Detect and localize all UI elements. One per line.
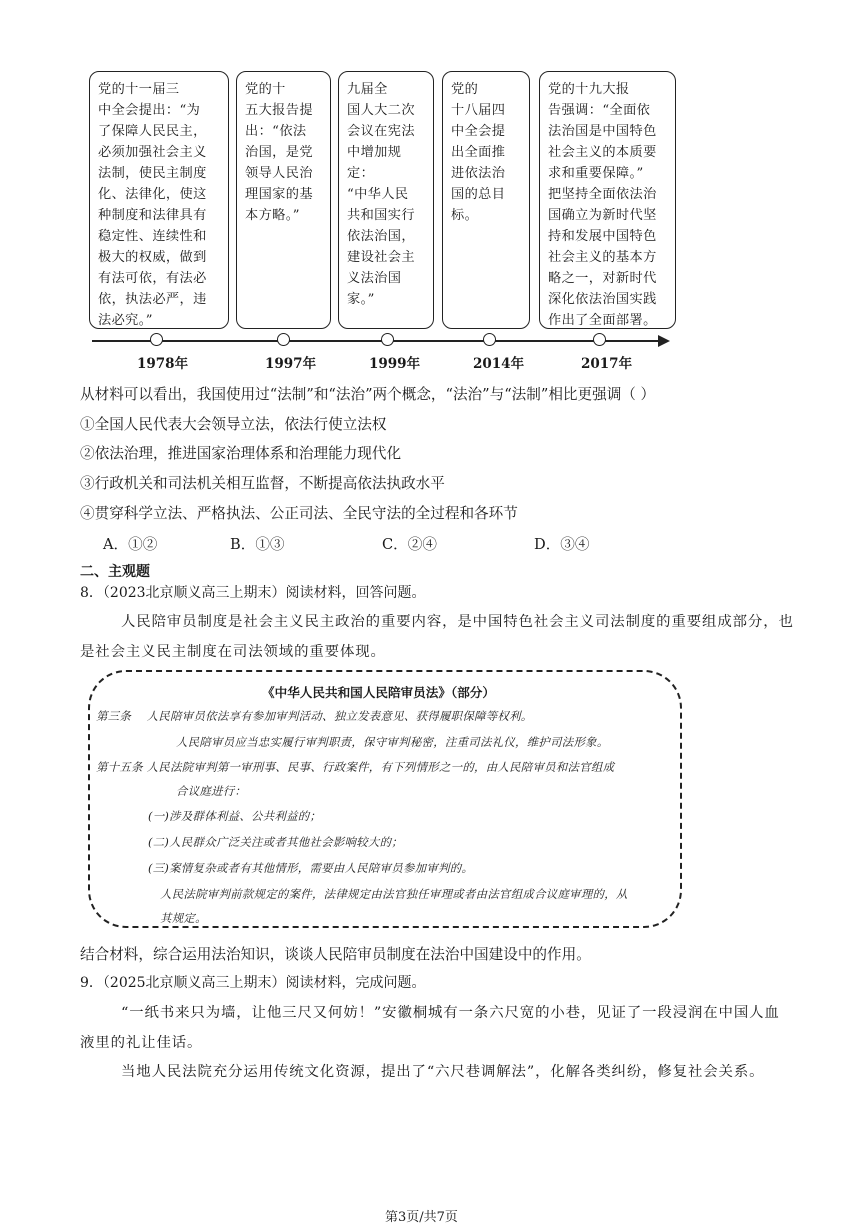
- question-9-paragraph: “一纸书来只为墙，让他三尺又何妨！”安徽桐城有一条六尺宽的小巷，见证了一段浸润在中国人血: [121, 1005, 780, 1021]
- timeline-arrow-icon: [658, 335, 670, 347]
- question-7-item: ③行政机关和司法机关相互监督，不断提高依法执政水平: [80, 475, 445, 492]
- timeline-box-1978: [89, 71, 229, 329]
- option-b: B．①③: [230, 536, 285, 553]
- timeline-year: 2017年: [581, 356, 633, 372]
- section-heading: 二、主观题: [80, 564, 150, 580]
- law-excerpt-line: 人民陪审员应当忠实履行审判职责，保守审判秘密，注重司法礼仪，维护司法形象。: [176, 735, 609, 749]
- timeline-dot: [277, 333, 290, 346]
- law-excerpt-title: 《中华人民共和国人民陪审员法》（部分）: [262, 685, 495, 700]
- option-a: A．①②: [103, 536, 158, 553]
- law-excerpt-line: (三)案情复杂或者有其他情形，需要由人民陪审员参加审判的。: [148, 861, 474, 875]
- timeline-box-text: 九届全 国人大二次 会议在宪法 中增加规定： “中华人民 共和国实行 依法治国， 建设社会主 义法治国 家。”: [347, 82, 415, 307]
- timeline-dot: [381, 333, 394, 346]
- page-number: 第3页/共7页: [385, 1210, 458, 1225]
- option-d: D．③④: [534, 536, 590, 553]
- timeline-box-text: 党的十九大报 告强调：“全面依 法治国是中国特色 社会主义的本质要 求和重要保障。” 把坚持全面依法治 国确立为新时代坚 持和发展中国特色 社会主义的基本方 略之一，对新时代 深化依法治国实践 作出了全面部署。: [548, 82, 657, 328]
- timeline-box-1999: [338, 71, 434, 329]
- question-9-paragraph: 液里的礼让佳话。: [80, 1035, 203, 1051]
- question-8-paragraph: 是社会主义民主制度在司法领域的重要体现。: [80, 644, 386, 660]
- timeline-box-2014: [442, 71, 530, 329]
- timeline-year: 1978年: [137, 356, 189, 372]
- question-7-item: ②依法治理，推进国家治理体系和治理能力现代化: [80, 445, 402, 462]
- timeline-dot: [483, 333, 496, 346]
- law-excerpt-line: 合议庭进行：: [176, 784, 247, 798]
- timeline-box-1997: [236, 71, 331, 329]
- law-excerpt-line: (一)涉及群体利益、公共利益的；: [148, 809, 322, 823]
- timeline-year: 2014年: [473, 356, 525, 372]
- law-excerpt-line: 人民法院审判前款规定的案件，法律规定由法官独任审理或者由法官组成合议庭审理的，从: [160, 887, 628, 901]
- question-7-stem: 从材料可以看出，我国使用过“法制”和“法治”两个概念，“法治”与“法制”相比更强调（ ）: [80, 386, 656, 403]
- timeline-box-2017: [539, 71, 676, 329]
- question-8-paragraph: 人民陪审员制度是社会主义民主政治的重要内容，是中国特色社会主义司法制度的重要组成部分，也: [121, 614, 794, 630]
- law-excerpt-line: 第十五条 人民法院审判第一审刑事、民事、行政案件，有下列情形之一的，由人民陪审员和法官组成: [96, 760, 615, 774]
- timeline-year: 1999年: [369, 356, 421, 372]
- timeline-dot: [593, 333, 606, 346]
- timeline-year: 1997年: [265, 356, 317, 372]
- question-9-paragraph: 当地人民法院充分运用传统文化资源，提出了“六尺巷调解法”，化解各类纠纷，修复社会关系。: [121, 1064, 765, 1080]
- question-8-head: 8．（2023北京顺义高三上期末）阅读材料，回答问题。: [80, 585, 426, 601]
- timeline-dot: [150, 333, 163, 346]
- question-9-head: 9．（2025北京顺义高三上期末）阅读材料，完成问题。: [80, 975, 426, 991]
- option-c: C．②④: [382, 536, 437, 553]
- law-excerpt-line: 第三条 人民陪审员依法享有参加审判活动、独立发表意见、获得履职保障等权利。: [96, 709, 533, 723]
- timeline-box-text: 党的 十八届四 中全会提 出全面推 进依法治 国的总目 标。: [451, 82, 506, 223]
- timeline-axis: [92, 340, 660, 342]
- question-7-item: ④贯穿科学立法、严格执法、公正司法、全民守法的全过程和各环节: [80, 505, 518, 522]
- question-7-item: ①全国人民代表大会领导立法，依法行使立法权: [80, 416, 387, 433]
- law-excerpt-line: 其规定。: [160, 911, 207, 925]
- question-8-prompt: 结合材料，综合运用法治知识，谈谈人民陪审员制度在法治中国建设中的作用。: [80, 946, 591, 963]
- timeline-box-text: 党的十 五大报告提 出：“依法 治国，是党 领导人民治 理国家的基 本方略。”: [245, 82, 313, 223]
- timeline-box-text: 党的十一届三 中全会提出：“为 了保障人民民主， 必须加强社会主义 法制，使民主制度 化、法律化，使这 种制度和法律具有 稳定性、连续性和 极大的权威，做到 有法可依，有法必 依，执法必严，违 法必究。”: [98, 82, 207, 328]
- law-excerpt-line: (二)人民群众广泛关注或者其他社会影响较大的；: [148, 835, 403, 849]
